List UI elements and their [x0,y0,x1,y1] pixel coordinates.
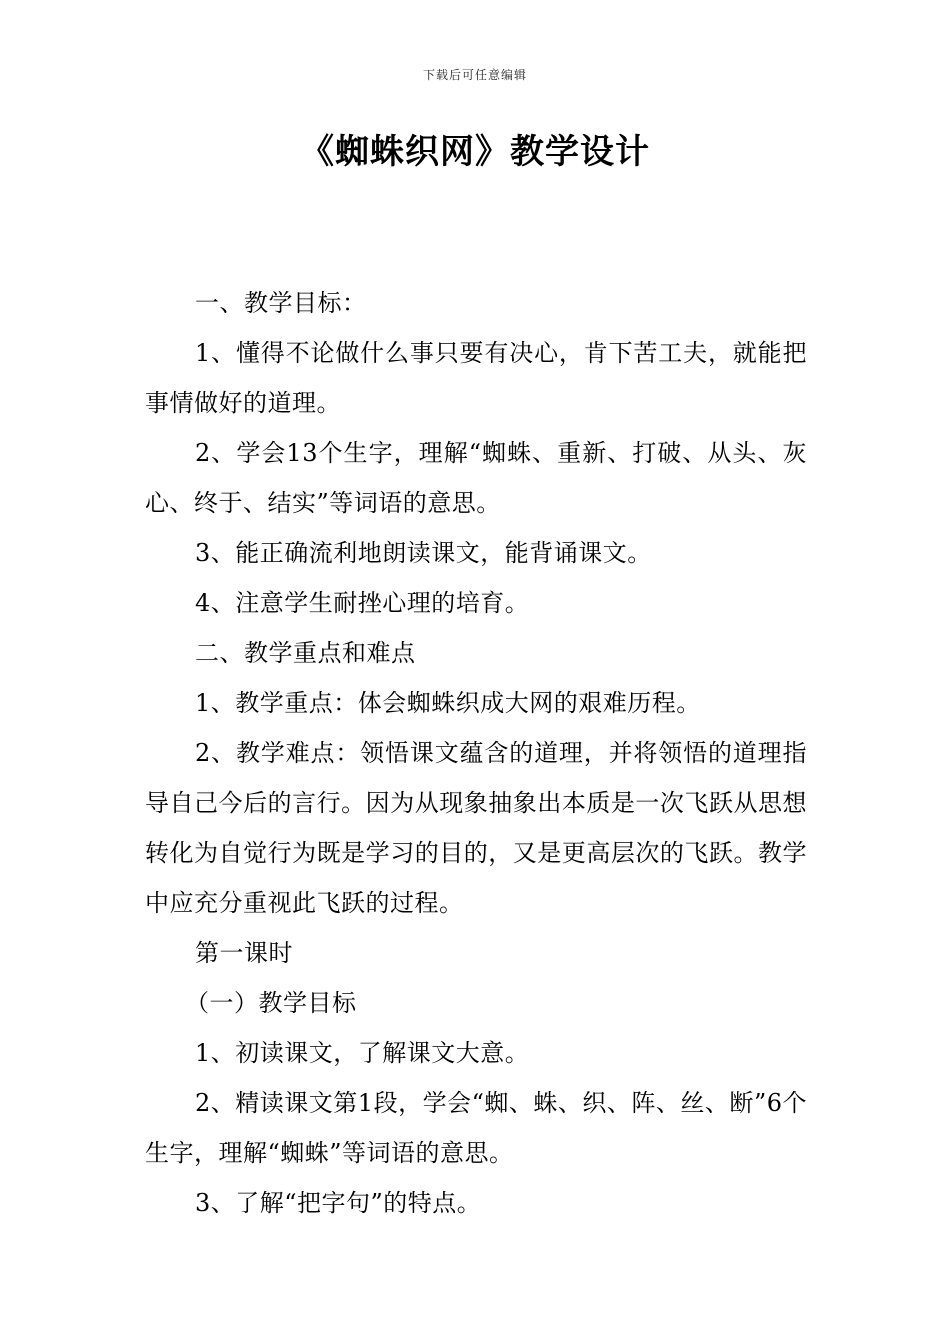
paragraph: 一、教学目标： [195,289,367,317]
paragraph: 1、初读课文，了解课文大意。 [195,1039,530,1067]
paragraph: 二、教学重点和难点 [195,639,416,667]
paragraph: 3、能正确流利地朗读课文，能背诵课文。 [195,539,652,567]
paragraph: 2、学会13个生字，理解“蜘蛛、重新、打破、从头、灰心、终于、结实”等词语的意思。 [145,439,807,517]
paragraph: 第一课时 [195,939,293,967]
paragraph: 2、教学难点：领悟课文蕴含的道理，并将领悟的道理指导自己今后的言行。因为从现象抽象出本质是一次飞跃从思想转化为自觉行为既是学习的目的，又是更高层次的飞跃。教学中应充分重视此飞跃的过程。 [145,739,807,917]
paragraph: 3、了解“把字句”的特点。 [195,1189,482,1217]
document-body [145,278,807,1228]
paragraph: 4、注意学生耐挫心理的培育。 [195,589,530,617]
paragraph: 1、懂得不论做什么事只要有决心，肯下苦工夫，就能把事情做好的道理。 [145,339,807,417]
header-note: 下载后可任意编辑 [422,68,527,82]
paragraph: 2、精读课文第1段，学会“蜘、蛛、织、阵、丝、断”6个生字，理解“蜘蛛”等词语的意思。 [145,1089,807,1167]
paragraph: 1、教学重点：体会蜘蛛织成大网的艰难历程。 [195,689,701,717]
paragraph: （一）教学目标 [185,989,357,1017]
document-title: 《蜘蛛织网》教学设计 [300,132,650,172]
